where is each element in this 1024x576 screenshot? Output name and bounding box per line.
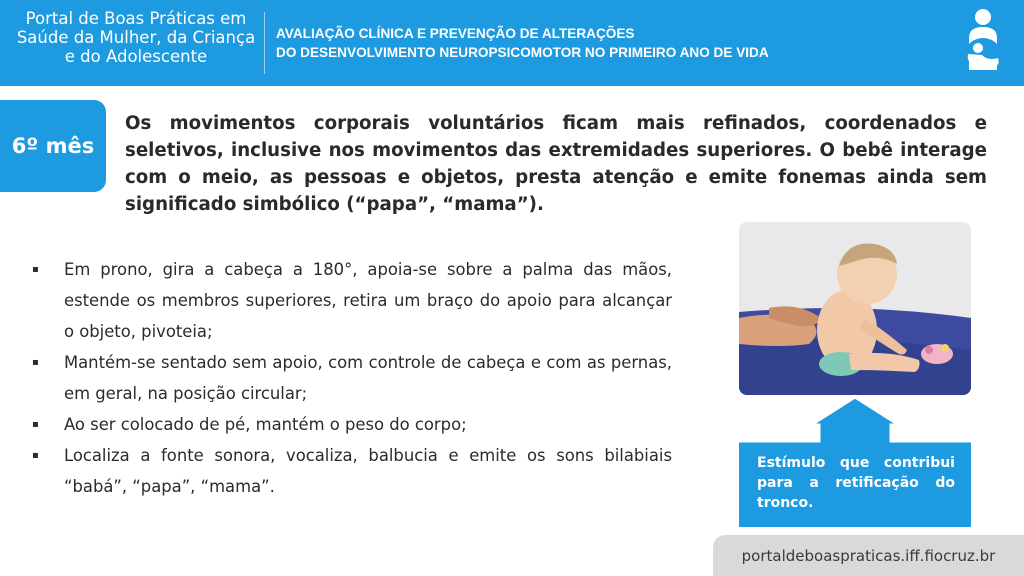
list-item	[30, 347, 672, 409]
bullet-marker: ▪	[32, 264, 39, 275]
portal-title-line: Saúde da Mulher, da Criança	[16, 28, 256, 47]
bullet-marker: ▪	[32, 450, 39, 461]
list-item-text: Ao ser colocado de pé, mantém o peso do corpo;	[64, 415, 467, 434]
portal-title	[16, 9, 256, 66]
footer-url-text: portaldeboaspraticas.iff.fiocruz.br	[741, 546, 996, 565]
bullet-marker: ▪	[32, 357, 39, 368]
intro-paragraph: Os movimentos corporais voluntários ficam mais refinados, coordenados e seletivos, inclusive nos movimentos das extremidades superiores. O bebê interage com o meio, as pessoas e objetos, presta atenção e emite fonemas ainda sem significado simbólico (“papa”, “mama”).	[125, 113, 987, 215]
portal-title-line: e do Adolescente	[64, 47, 208, 66]
footer-url	[713, 535, 1024, 576]
list-item-text: Em prono, gira a cabeça a 180°, apoia-se sobre a palma das mãos, estende os membros superiores, retira um braço do apoio para alcançar o objeto, pivoteia;	[64, 260, 672, 341]
mother-and-child-icon	[956, 8, 1010, 78]
bullet-marker: ▪	[32, 419, 39, 430]
baby-sitting-photo	[739, 222, 971, 395]
list-item	[30, 440, 672, 502]
portal-title-line: Portal de Boas Práticas em	[25, 9, 247, 28]
list-item-text: Mantém-se sentado sem apoio, com controle de cabeça e com as pernas, em geral, na posição circular;	[64, 353, 672, 403]
milestone-list	[30, 254, 672, 502]
list-item	[30, 254, 672, 347]
header-bar	[0, 0, 1024, 86]
document-title-line: AVALIAÇÃO CLÍNICA E PREVENÇÃO DE ALTERAÇÕES	[276, 26, 635, 41]
photo-caption: Estímulo que contribui para a retificação do tronco.	[757, 455, 955, 511]
document-title	[276, 24, 769, 62]
header-divider	[264, 12, 265, 74]
document-title-line: DO DESENVOLVIMENTO NEUROPSICOMOTOR NO PRIMEIRO ANO DE VIDA	[276, 45, 769, 60]
list-item	[30, 409, 672, 440]
list-item-text: Localiza a fonte sonora, vocaliza, balbucia e emite os sons bilabiais “babá”, “papa”, “mama”.	[64, 446, 672, 496]
month-tab: 6º mês	[0, 100, 106, 192]
